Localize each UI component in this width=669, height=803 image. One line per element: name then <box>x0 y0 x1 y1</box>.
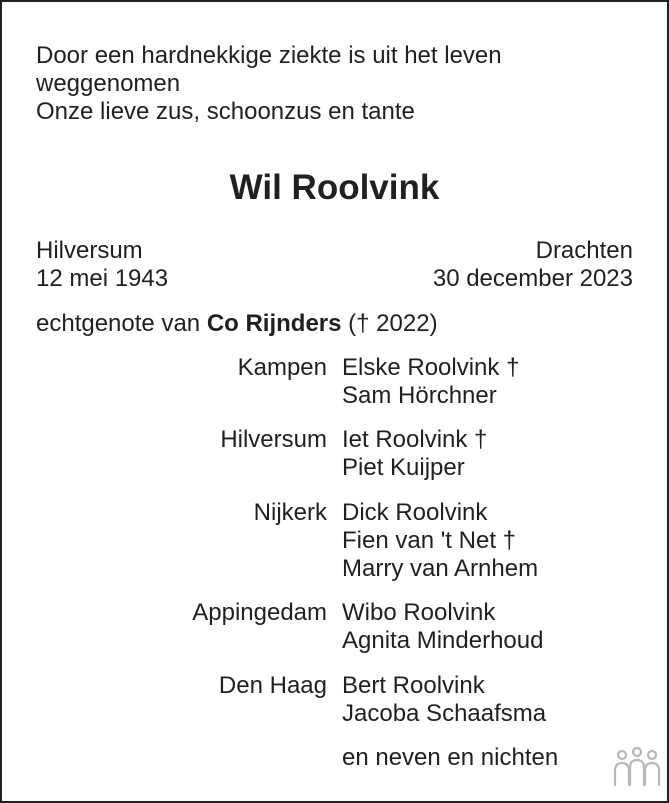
death-place: Drachten <box>535 237 633 264</box>
family-names-hilversum <box>342 426 487 482</box>
family-member: Iet Roolvink † <box>342 426 488 453</box>
family-member: Fien van 't Net † <box>342 527 516 554</box>
birth-date: 12 mei 1943 <box>36 265 169 292</box>
people-group-icon <box>612 747 662 789</box>
spouse-prefix: echtgenote van <box>36 310 201 337</box>
intro-line-1: Door een hardnekkige ziekte is uit het leven <box>36 42 502 69</box>
family-member: Wibo Roolvink <box>342 599 496 626</box>
family-names-kampen <box>342 354 519 410</box>
family-city-appingedam: Appingedam <box>192 599 327 626</box>
family-member: Bert Roolvink <box>342 672 485 699</box>
spouse-suffix: († 2022) <box>348 310 438 337</box>
deceased-name: Wil Roolvink <box>229 168 440 207</box>
intro-text <box>36 42 502 126</box>
family-member: Agnita Minderhoud <box>342 627 544 654</box>
family-member: Piet Kuijper <box>342 454 465 481</box>
family-city-den-haag: Den Haag <box>218 672 327 699</box>
birth-place: Hilversum <box>36 237 143 264</box>
family-member: Jacoba Schaafsma <box>342 700 547 727</box>
family-member: Marry van Arnhem <box>342 555 539 582</box>
intro-line-3: Onze lieve zus, schoonzus en tante <box>36 98 415 125</box>
closing-line: en neven en nichten <box>342 744 559 771</box>
birth-info <box>36 237 168 293</box>
family-member: Elske Roolvink † <box>342 354 520 381</box>
death-info <box>433 237 633 293</box>
family-city-nijkerk: Nijkerk <box>253 499 327 526</box>
spouse-name: Co Rijnders <box>206 310 342 337</box>
family-names-appingedam <box>342 599 543 655</box>
family-member: Sam Hörchner <box>342 382 497 409</box>
intro-line-2: weggenomen <box>36 70 181 97</box>
family-names-den-haag <box>342 672 546 728</box>
family-member: Dick Roolvink <box>342 499 488 526</box>
family-city-kampen: Kampen <box>237 354 327 381</box>
family-names-nijkerk <box>342 499 538 583</box>
death-date: 30 december 2023 <box>432 265 633 292</box>
spouse-line <box>36 310 438 338</box>
family-city-hilversum: Hilversum <box>220 426 327 453</box>
